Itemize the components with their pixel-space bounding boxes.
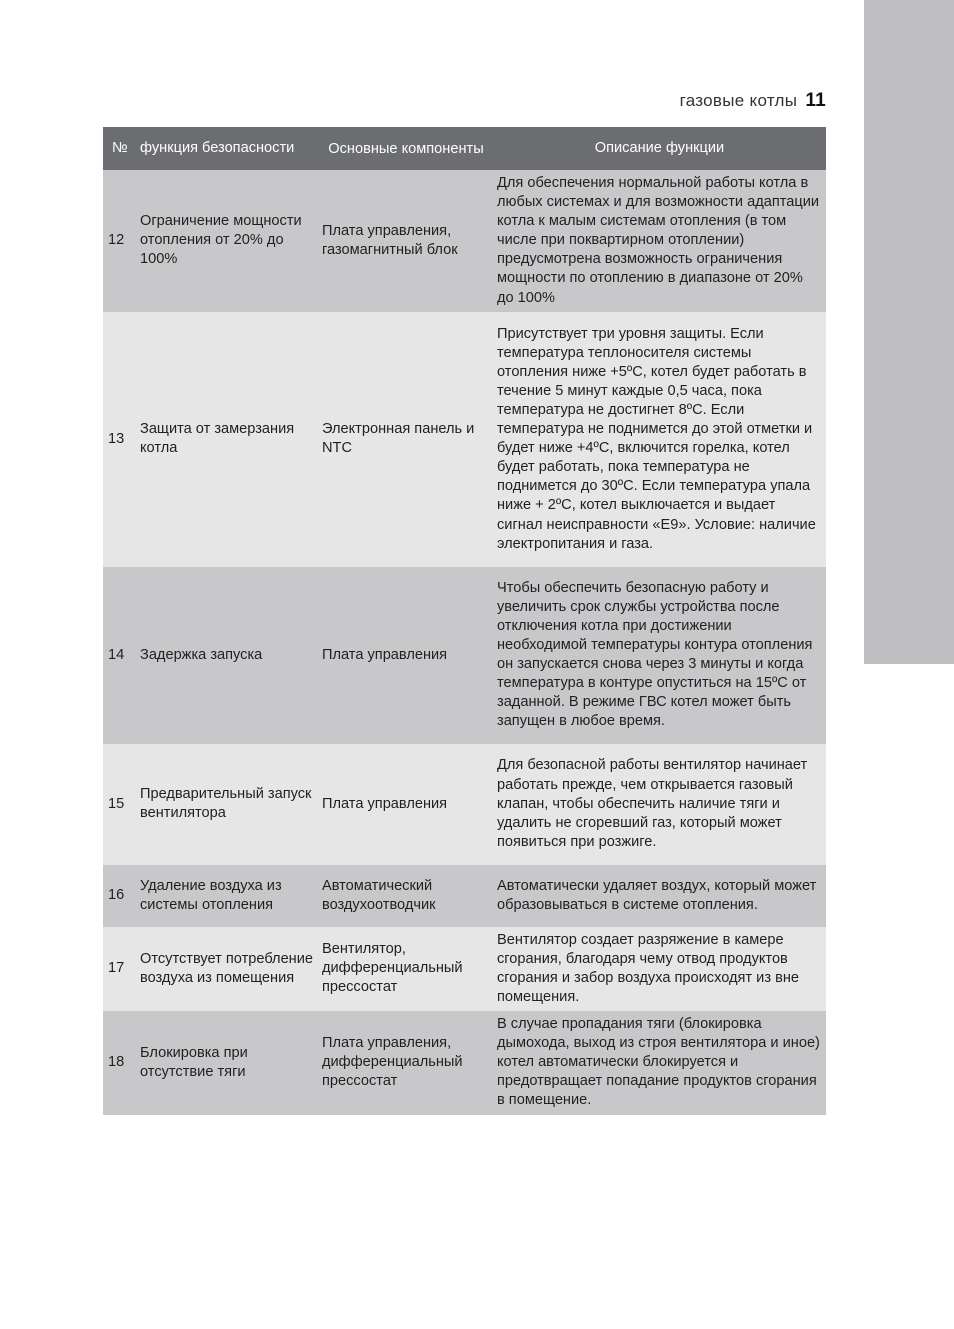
row-number: 12 <box>103 170 138 312</box>
row-function: Защита от замерзания котла <box>138 312 319 567</box>
table-row <box>103 927 826 1011</box>
column-header-components: Основные компоненты <box>319 127 493 170</box>
row-function: Отсутствует потребление воздуха из помещения <box>138 927 319 1011</box>
row-components: Автоматический воздухоотводчик <box>319 865 493 927</box>
row-number: 13 <box>103 312 138 567</box>
row-number: 15 <box>103 744 138 865</box>
row-description: В случае пропадания тяги (блокировка дымохода, выход из строя вентилятора и иное) котел автоматически блокируется и предотвращает попадание продуктов сгорания в помещение. <box>493 1011 826 1114</box>
table-row <box>103 1011 826 1114</box>
table-row <box>103 567 826 744</box>
row-description: Для обеспечения нормальной работы котла в любых системах и для возможности адаптации котла к малым системам отопления (в том числе при поквартирном отоплении) предусмотрена возможность ограничения мощности по отоплению в диапазоне от 20% до 100% <box>493 170 826 312</box>
side-tab-marker <box>864 0 954 664</box>
row-function: Блокировка при отсутствие тяги <box>138 1011 319 1114</box>
safety-functions-table <box>103 127 826 1115</box>
page-header <box>680 90 826 112</box>
row-description: Чтобы обеспечить безопасную работу и увеличить срок службы устройства после отключения котла при достижении необходимой температуры контура отопления он запускается снова через 3 минуты и когда температура в контуре опуститься на 15ºС от заданной. В режиме ГВС котел может быть запущен в любое время. <box>493 567 826 744</box>
row-description: Вентилятор создает разряжение в камере сгорания, благодаря чему отвод продуктов сгорания и забор воздуха происходят из вне помещения. <box>493 927 826 1011</box>
column-header-function: функция безопасности <box>138 127 319 170</box>
row-number: 16 <box>103 865 138 927</box>
row-number: 14 <box>103 567 138 744</box>
row-components: Плата управления, дифференциальный прессостат <box>319 1011 493 1114</box>
section-title: газовые котлы <box>679 91 798 110</box>
table-row <box>103 744 826 865</box>
row-number: 17 <box>103 927 138 1011</box>
row-description: Присутствует три уровня защиты. Если температура теплоносителя системы отопления ниже +5ºС, котел будет работать в течение 5 минут каждые 0,5 часа, пока температура не достигнет 8ºС. Если температура не поднимется до этой отметки и будет ниже +4ºС, включится горелка, котел будет работать, пока температура не поднимется до 30ºС. Если температура упала ниже + 2ºС, котел выключается и выдает сигнал неисправности «E9». Условие: наличие электропитания и газа. <box>493 312 826 567</box>
row-function: Предварительный запуск вентилятора <box>138 744 319 865</box>
row-components: Электронная панель и NTC <box>319 312 493 567</box>
table-row <box>103 312 826 567</box>
table-row <box>103 865 826 927</box>
row-function: Задержка запуска <box>138 567 319 744</box>
column-header-num: № <box>103 127 138 170</box>
table-row <box>103 170 826 312</box>
table-header-row <box>103 127 826 170</box>
row-function: Удаление воздуха из системы отопления <box>138 865 319 927</box>
row-function: Ограничение мощности отопления от 20% до 100% <box>138 170 319 312</box>
row-description: Автоматически удаляет воздух, который может образовываться в системе отопления. <box>493 865 826 927</box>
row-components: Плата управления <box>319 744 493 865</box>
row-components: Плата управления <box>319 567 493 744</box>
row-number: 18 <box>103 1011 138 1114</box>
column-header-description: Описание функции <box>493 127 826 170</box>
page-number: 11 <box>805 90 826 111</box>
row-description: Для безопасной работы вентилятор начинает работать прежде, чем открывается газовый клапан, чтобы обеспечить наличие тяги и удалить не сгоревший газ, который может появиться при розжиге. <box>493 744 826 865</box>
row-components: Плата управления, газомагнитный блок <box>319 170 493 312</box>
row-components: Вентилятор, дифференциальный прессостат <box>319 927 493 1011</box>
